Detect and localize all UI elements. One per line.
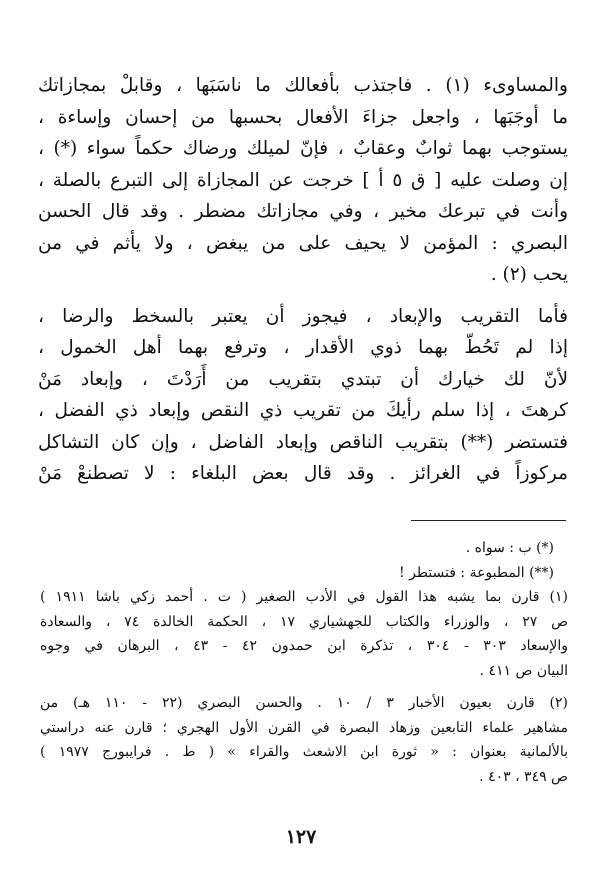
footnote-separator <box>411 520 566 521</box>
paragraph-2 <box>38 301 568 490</box>
paragraph-gap <box>38 291 568 301</box>
footnote-gap <box>40 683 568 691</box>
text-line: والمساوىء (١) . فاجتذب بأفعالك ما ناسَبَها ، وقابلْ بمجازاتك <box>38 75 568 96</box>
footnotes <box>40 536 568 789</box>
text-line: وأنت في تبرعك مخير ، وفي مجازاتك مضطر . وقد قال الحسن <box>38 201 568 222</box>
text-line: إن وصلت عليه [ ق ٥ أ ] خرجت عن المجازاة إلى التبرع بالصلة ، <box>38 169 568 191</box>
footnote-line: ص ٢٧ ، والوزراء والكتاب للجهشياري ١٧ ، الحكمة الخالدة ٧٤ ، والسعادة <box>40 613 568 630</box>
paragraph-1 <box>38 70 568 291</box>
footnote-line: (١) قارن بما يشبه هذا القول في الأدب الصغير ( ت . أحمد زكي باشا ١٩١١ ) <box>40 589 568 605</box>
text-line: ما أوجَبَها ، واجعل جزاءَ الأفعال بحسبها من إحسان وإساءة ، <box>38 106 568 128</box>
text-line: يستوجب بهما ثوابٌ وعقابٌ ، فإنّ لميلك ورضاك حكماً سواء (*) ، <box>38 138 568 159</box>
text-line: فتستضر (**) بتقريب الناقص وإبعاد الفاضل ، وإن كان التشاكل <box>38 431 568 453</box>
text-line: فأما التقريب والإبعاد ، فيجوز أن يعتبر بالسخط والرضا ، <box>38 305 568 327</box>
footnote-2 <box>40 691 568 789</box>
footnote-line: البيان ص ٤١١ . <box>479 662 568 679</box>
text-line: إذا لم تَحُطّ بهما ذوي الأقدار ، وترفع بهما أهل الخمول ، <box>38 337 568 358</box>
footnote-star-2: (**) المطبوعة : فتستطر ! <box>399 564 554 581</box>
footnote-line: والإسعاد ٣٠٣ - ٣٠٤ ، تذكرة ابن حمدون ٤٢ - ٤٣ ، البرهان في وجوه <box>40 638 568 654</box>
footnote-line: ص ٣٤٩ ، ٤٠٣ . <box>479 768 568 785</box>
footnote-line: مشاهير علماء التابعين وزهاد البصرة في القرن الأول الهجري ؛ قارن عنه دراستي <box>40 719 568 736</box>
footnote-star-1: (*) ب : سواه . <box>465 540 554 556</box>
footnote-1 <box>40 585 568 683</box>
text-line: البصري : المؤمن لا يحيف على من يبغض ، ولا يأثم في من <box>38 232 568 254</box>
text-line: كرهتَ ، إذا سلم رأيكَ من تقريب ذي النقص وإبعاد ذي الفضل ، <box>38 400 568 421</box>
page-number: ١٢٧ <box>285 826 317 848</box>
text-line: مركوزاً في الغرائز . وقد قال بعض البلغاء : لا تصطنعْ مَنْ <box>38 463 568 484</box>
footnote-line: بالألمانية بعنوان : « ثورة ابن الاشعث والقراء » ( ط . فرايبورج ١٩٧٧ ) <box>40 744 568 760</box>
footnote-line: (٢) قارن بعيون الأخبار ٣ / ١٠ . والحسن البصري (٢٢ - ١١٠ هـ) من <box>40 695 568 711</box>
main-text <box>38 70 568 490</box>
text-line: لأنّ لك خيارك أن تبتدي بتقريب من أَرَدْتَ ، وإبعاد مَنْ <box>38 368 568 390</box>
text-line: يحب (٢) . <box>490 264 568 285</box>
